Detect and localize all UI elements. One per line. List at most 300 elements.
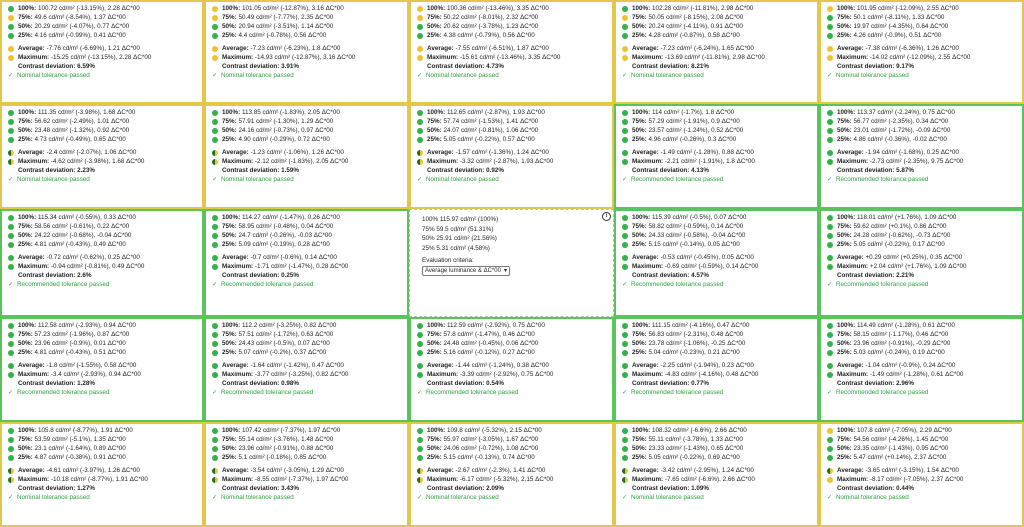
average-value: -7.55 cd/m² (-6.51%), 1.87 ΔC*00 — [453, 45, 549, 52]
level-label: 50%: — [18, 445, 33, 452]
level-measurement — [222, 453, 326, 463]
status-dot-icon — [212, 350, 218, 356]
status-dot-icon — [417, 33, 423, 39]
contrast-deviation: Contrast deviation: 0.92% — [427, 167, 504, 174]
level-label: 50%: — [632, 23, 647, 30]
level-label: 75%: — [18, 223, 33, 230]
level-measurement — [837, 453, 946, 463]
level-label: 75%: — [837, 223, 852, 230]
check-icon: ✓ — [827, 389, 833, 396]
maximum-value: -10.18 cd/m² (-8.77%), 1.91 ΔC*00 — [49, 476, 148, 483]
level-label: 100%: — [427, 427, 446, 434]
level-measurement — [18, 348, 126, 358]
level-value: 114 cd/m² (-1.7%), 1.8 ΔC*00 — [650, 109, 735, 116]
zone-cell — [204, 422, 409, 527]
status-dot-icon — [8, 33, 14, 39]
contrast-deviation: Contrast deviation: 2.96% — [837, 380, 914, 387]
level-measurement — [837, 135, 947, 145]
maximum-label: Maximum: — [632, 371, 664, 378]
contrast-deviation: Contrast deviation: 4.13% — [632, 167, 709, 174]
check-icon: ✓ — [417, 494, 423, 501]
level-measurement — [222, 135, 330, 145]
average-status-icon — [827, 255, 833, 261]
contrast-deviation: Contrast deviation: 0.54% — [427, 380, 504, 387]
status-dot-icon — [622, 332, 628, 338]
level-label: 100%: — [837, 427, 856, 434]
level-value: 23.48 cd/m² (-1.32%), 0.92 ΔC*00 — [32, 127, 130, 134]
level-label: 100%: — [632, 427, 651, 434]
status-dot-icon — [622, 119, 628, 125]
check-icon: ✓ — [212, 389, 218, 396]
maximum-label: Maximum: — [632, 476, 664, 483]
status-dot-icon — [622, 15, 628, 21]
status-dot-icon — [622, 437, 628, 443]
zone-cell — [819, 104, 1024, 209]
maximum-status-icon — [417, 372, 423, 378]
status-dot-icon — [827, 233, 833, 239]
level-value: 4.86 cd/m² (-0.36%), -0.02 ΔC*00 — [851, 136, 947, 143]
check-icon: ✓ — [8, 494, 14, 501]
level-value: 23.96 cd/m² (-0.91%), 0.88 ΔC*00 — [236, 445, 334, 452]
average-status-icon — [827, 46, 833, 52]
level-label: 25%: — [18, 349, 33, 356]
maximum-status-icon — [827, 264, 833, 270]
level-label: 100%: — [18, 214, 37, 221]
level-measurement — [632, 348, 740, 358]
average-label: Average: — [837, 45, 864, 52]
maximum-value: -0.94 cd/m² (-0.81%), 0.49 ΔC*00 — [49, 263, 145, 270]
maximum-value: -8.55 cd/m² (-7.37%), 1.97 ΔC*00 — [253, 476, 349, 483]
level-label: 100%: — [222, 214, 241, 221]
contrast-deviation: Contrast deviation: 0.44% — [837, 485, 914, 492]
status-dot-icon — [212, 323, 218, 329]
contrast-deviation: Contrast deviation: 1.59% — [222, 167, 299, 174]
average-label: Average: — [222, 467, 249, 474]
level-value: 113.85 cd/m² (-1.83%), 2.05 ΔC*00 — [240, 109, 340, 116]
status-dot-icon — [622, 341, 628, 347]
maximum-status-icon — [827, 55, 833, 61]
maximum-status-icon — [622, 372, 628, 378]
tolerance-result-label: Nominal tolerance passed — [836, 494, 909, 501]
average-value: -2.67 cd/m² (-2.3%), 1.41 ΔC*00 — [453, 467, 546, 474]
level-label: 100%: — [837, 214, 856, 221]
level-value: 23.33 cd/m² (-1.43%), 0.65 ΔC*00 — [646, 445, 744, 452]
level-value: 19.97 cd/m² (-4.35%), 0.64 ΔC*00 — [851, 23, 949, 30]
status-dot-icon — [8, 233, 14, 239]
level-label: 25%: — [222, 454, 237, 461]
maximum-value: -3.39 cd/m² (-2.92%), 0.75 ΔC*00 — [458, 371, 554, 378]
level-value: 100.72 cd/m² (-13.15%), 2.28 ΔC*00 — [36, 5, 140, 12]
average-status-icon — [417, 468, 423, 474]
level-label: 25%: — [427, 349, 442, 356]
level-label: 75%: — [632, 14, 647, 21]
level-label: 75%: — [18, 14, 33, 21]
level-label: 100%: — [837, 322, 856, 329]
status-dot-icon — [212, 446, 218, 452]
level-label: 25%: — [837, 454, 852, 461]
level-value: 112.59 cd/m² (-2.92%), 0.75 ΔC*00 — [445, 322, 545, 329]
status-dot-icon — [827, 128, 833, 134]
level-value: 102.28 cd/m² (-11.81%), 2.98 ΔC*00 — [650, 5, 754, 12]
average-status-icon — [622, 255, 628, 261]
average-status-icon — [212, 363, 218, 369]
average-value: -3.42 cd/m² (-2.95%), 1.24 ΔC*00 — [658, 467, 754, 474]
info-icon[interactable]: i — [602, 212, 611, 221]
level-value: 53.59 cd/m² (-5.1%), 1.35 ΔC*00 — [32, 436, 126, 443]
contrast-deviation: Contrast deviation: 3.43% — [222, 485, 299, 492]
level-value: 4.90 cd/m² (-0.29%), 0.72 ΔC*00 — [236, 136, 330, 143]
level-value: 5.15 cd/m² (-0.14%), 0.05 ΔC*00 — [646, 241, 740, 248]
tolerance-result — [212, 280, 313, 290]
average-value: -1.44 cd/m² (-1.24%), 0.38 ΔC*00 — [453, 362, 549, 369]
contrast-deviation: Contrast deviation: 1.27% — [18, 485, 95, 492]
level-label: 75%: — [222, 331, 237, 338]
level-label: 50%: — [837, 232, 852, 239]
status-dot-icon — [827, 455, 833, 461]
contrast-deviation: Contrast deviation: 2.21% — [837, 272, 914, 279]
zone-cell — [614, 422, 819, 527]
status-dot-icon — [212, 341, 218, 347]
tolerance-result-label: Nominal tolerance passed — [426, 176, 499, 183]
maximum-status-icon — [212, 477, 218, 483]
level-measurement — [632, 31, 740, 41]
tolerance-result — [8, 71, 90, 81]
tolerance-result-label: Recommended tolerance passed — [17, 389, 110, 396]
average-label: Average: — [632, 254, 659, 261]
tolerance-result-label: Nominal tolerance passed — [426, 494, 499, 501]
status-dot-icon — [827, 350, 833, 356]
status-dot-icon — [212, 242, 218, 248]
maximum-status-icon — [417, 477, 423, 483]
status-dot-icon — [622, 128, 628, 134]
maximum-label: Maximum: — [632, 54, 664, 61]
status-dot-icon — [827, 323, 833, 329]
status-dot-icon — [417, 437, 423, 443]
maximum-value: -14.02 cd/m² (-12.09%), 2.55 ΔC*00 — [868, 54, 971, 61]
maximum-value: -15.61 cd/m² (-13.46%), 3.35 ΔC*00 — [458, 54, 561, 61]
contrast-deviation: Contrast deviation: 0.77% — [632, 380, 709, 387]
tolerance-result-label: Recommended tolerance passed — [631, 389, 724, 396]
maximum-label: Maximum: — [632, 158, 664, 165]
level-value: 5.1 cd/m² (-0.18%), 0.85 ΔC*00 — [236, 454, 327, 461]
status-dot-icon — [622, 233, 628, 239]
tolerance-result-label: Nominal tolerance passed — [221, 494, 294, 501]
average-status-icon — [212, 150, 218, 156]
level-value: 56.77 cd/m² (-2.35%), 0.34 ΔC*00 — [851, 118, 949, 125]
reference-luminance-line: 50% 25.91 cd/m² (21.56%) — [422, 235, 497, 242]
status-dot-icon — [417, 428, 423, 434]
level-value: 5.07 cd/m² (-0.2%), 0.37 ΔC*00 — [236, 349, 327, 356]
level-label: 50%: — [837, 127, 852, 134]
level-label: 100%: — [222, 109, 241, 116]
zone-cell — [0, 209, 204, 317]
tolerance-result — [827, 388, 928, 398]
average-value: -3.54 cd/m² (-3.05%), 1.29 ΔC*00 — [248, 467, 344, 474]
tolerance-result-label: Nominal tolerance passed — [631, 494, 704, 501]
level-value: 23.35 cd/m² (-1.43%), 0.95 ΔC*00 — [851, 445, 949, 452]
reference-luminance-line: 75% 59.5 cd/m² (51.31%) — [422, 225, 494, 233]
average-label: Average: — [18, 362, 45, 369]
level-value: 50.49 cd/m² (-7.77%), 2.35 ΔC*00 — [236, 14, 334, 21]
contrast-deviation: Contrast deviation: 6.59% — [18, 63, 95, 70]
maximum-value: -1.49 cd/m² (-1.28%), 0.61 ΔC*00 — [868, 371, 964, 378]
level-value: 57.23 cd/m² (-1.96%), 0.87 ΔC*00 — [32, 331, 130, 338]
maximum-status-icon — [8, 55, 14, 61]
level-label: 100%: — [427, 322, 446, 329]
level-label: 75%: — [837, 118, 852, 125]
check-icon: ✓ — [417, 389, 423, 396]
maximum-label: Maximum: — [837, 476, 869, 483]
level-label: 50%: — [427, 127, 442, 134]
check-icon: ✓ — [8, 389, 14, 396]
level-value: 100.36 cd/m² (-13.46%), 3.35 ΔC*00 — [445, 5, 549, 12]
tolerance-result — [827, 493, 909, 503]
contrast-deviation: Contrast deviation: 0.25% — [222, 272, 299, 279]
status-dot-icon — [827, 15, 833, 21]
level-value: 114.49 cd/m² (-1.28%), 0.61 ΔC*00 — [855, 322, 955, 329]
average-value: -7.76 cd/m² (-6.69%), 1.21 ΔC*00 — [44, 45, 140, 52]
level-label: 75%: — [632, 223, 647, 230]
status-dot-icon — [212, 224, 218, 230]
level-label: 50%: — [222, 232, 237, 239]
level-value: 24.07 cd/m² (-0.81%), 1.06 ΔC*00 — [441, 127, 539, 134]
level-value: 111.15 cd/m² (-4.16%), 0.47 ΔC*00 — [650, 322, 750, 329]
level-value: 50.22 cd/m² (-8.01%), 2.32 ΔC*00 — [441, 14, 539, 21]
tolerance-result — [622, 388, 723, 398]
level-measurement — [427, 453, 535, 463]
level-label: 100%: — [222, 322, 241, 329]
level-label: 25%: — [222, 32, 237, 39]
status-dot-icon — [417, 128, 423, 134]
tolerance-result-label: Nominal tolerance passed — [426, 72, 499, 79]
average-value: -7.38 cd/m² (-6.36%), 1.26 ΔC*00 — [863, 45, 959, 52]
level-value: 23.01 cd/m² (-1.72%), -0.09 ΔC*00 — [851, 127, 951, 134]
check-icon: ✓ — [417, 176, 423, 183]
level-value: 55.97 cd/m² (-3.05%), 1.67 ΔC*00 — [441, 436, 539, 443]
level-value: 114.27 cd/m² (-1.47%), 0.26 ΔC*00 — [240, 214, 340, 221]
average-value: -7.23 cd/m² (-6.23%), 1.8 ΔC*00 — [248, 45, 341, 52]
maximum-value: -1.71 cd/m² (-1.47%), 0.28 ΔC*00 — [253, 263, 349, 270]
maximum-status-icon — [212, 55, 218, 61]
level-label: 100%: — [837, 5, 856, 12]
maximum-status-icon — [827, 372, 833, 378]
zone-cell — [409, 422, 614, 527]
average-value: -4.61 cd/m² (-3.97%), 1.26 ΔC*00 — [44, 467, 140, 474]
average-label: Average: — [427, 467, 454, 474]
tolerance-result — [417, 388, 518, 398]
level-measurement — [18, 240, 126, 250]
status-dot-icon — [8, 323, 14, 329]
tolerance-result — [827, 175, 928, 185]
status-dot-icon — [8, 428, 14, 434]
tolerance-result-label: Recommended tolerance passed — [221, 281, 314, 288]
level-label: 50%: — [837, 340, 852, 347]
level-label: 100%: — [632, 109, 651, 116]
maximum-label: Maximum: — [427, 54, 459, 61]
maximum-value: -8.17 cd/m² (-7.05%), 2.37 ΔC*00 — [868, 476, 964, 483]
level-value: 108.32 cd/m² (-6.6%), 2.66 ΔC*00 — [650, 427, 747, 434]
tolerance-result — [622, 280, 723, 290]
average-status-icon — [417, 150, 423, 156]
zone-cell — [204, 209, 409, 317]
contrast-deviation: Contrast deviation: 2.09% — [427, 485, 504, 492]
level-value: 109.8 cd/m² (-5.32%), 2.15 ΔC*00 — [445, 427, 542, 434]
check-icon: ✓ — [622, 281, 628, 288]
status-dot-icon — [8, 215, 14, 221]
check-icon: ✓ — [827, 494, 833, 501]
level-label: 75%: — [18, 118, 33, 125]
maximum-status-icon — [827, 159, 833, 165]
contrast-deviation: Contrast deviation: 1.09% — [632, 485, 709, 492]
tolerance-result — [417, 493, 499, 503]
check-icon: ✓ — [827, 281, 833, 288]
level-value: 50.05 cd/m² (-8.15%), 2.08 ΔC*00 — [646, 14, 744, 21]
level-label: 100%: — [427, 109, 446, 116]
level-label: 25%: — [222, 241, 237, 248]
maximum-value: -3.77 cd/m² (-3.25%), 0.82 ΔC*00 — [253, 371, 349, 378]
maximum-value: -6.17 cd/m² (-5.32%), 2.15 ΔC*00 — [458, 476, 554, 483]
check-icon: ✓ — [212, 176, 218, 183]
tolerance-result — [417, 71, 499, 81]
level-value: 4.28 cd/m² (-0.87%), 0.58 ΔC*00 — [646, 32, 740, 39]
average-value: -1.57 cd/m² (-1.36%), 1.24 ΔC*00 — [453, 149, 549, 156]
tolerance-result — [212, 388, 313, 398]
average-label: Average: — [837, 254, 864, 261]
maximum-label: Maximum: — [427, 158, 459, 165]
maximum-label: Maximum: — [222, 263, 254, 270]
status-dot-icon — [212, 137, 218, 143]
zone-cell — [614, 317, 819, 422]
level-measurement — [837, 240, 945, 250]
level-label: 50%: — [427, 445, 442, 452]
tolerance-result-label: Recommended tolerance passed — [221, 389, 314, 396]
level-value: 58.15 cd/m² (-1.17%), 0.46 ΔC*00 — [851, 331, 949, 338]
level-label: 75%: — [837, 331, 852, 338]
status-dot-icon — [827, 137, 833, 143]
level-value: 24.7 cd/m² (-0.26%), -0.03 ΔC*00 — [236, 232, 332, 239]
average-status-icon — [8, 150, 14, 156]
level-measurement — [18, 31, 126, 41]
level-label: 25%: — [632, 32, 647, 39]
check-icon: ✓ — [417, 72, 423, 79]
level-label: 100%: — [632, 214, 651, 221]
status-dot-icon — [417, 341, 423, 347]
tolerance-result — [622, 71, 704, 81]
average-value: -0.7 cd/m² (-0.6%), 0.14 ΔC*00 — [248, 254, 337, 261]
contrast-deviation: Contrast deviation: 5.87% — [837, 167, 914, 174]
status-dot-icon — [212, 437, 218, 443]
average-label: Average: — [632, 149, 659, 156]
status-dot-icon — [622, 33, 628, 39]
level-value: 4.16 cd/m² (-0.99%), 0.41 ΔC*00 — [32, 32, 126, 39]
level-value: 57.29 cd/m² (-1.91%), 0.9 ΔC*00 — [646, 118, 740, 125]
status-dot-icon — [212, 215, 218, 221]
zone-cell — [204, 0, 409, 104]
tolerance-result-label: Nominal tolerance passed — [221, 72, 294, 79]
level-value: 113.37 cd/m² (-2.24%), 0.75 ΔC*00 — [855, 109, 955, 116]
average-value: -2.25 cd/m² (-1.94%), 0.23 ΔC*00 — [658, 362, 754, 369]
level-label: 50%: — [222, 445, 237, 452]
maximum-status-icon — [8, 264, 14, 270]
maximum-label: Maximum: — [427, 371, 459, 378]
contrast-deviation: Contrast deviation: 1.28% — [18, 380, 95, 387]
maximum-value: -3.32 cd/m² (-2.87%), 1.93 ΔC*00 — [458, 158, 554, 165]
reference-luminance-line: 100% 115.97 cd/m² (100%) — [422, 216, 499, 223]
check-icon: ✓ — [622, 494, 628, 501]
level-label: 25%: — [222, 136, 237, 143]
level-label: 25%: — [427, 454, 442, 461]
level-value: 23.57 cd/m² (-1.24%), 0.52 ΔC*00 — [646, 127, 744, 134]
status-dot-icon — [622, 24, 628, 30]
maximum-status-icon — [622, 264, 628, 270]
maximum-label: Maximum: — [837, 158, 869, 165]
status-dot-icon — [827, 437, 833, 443]
level-label: 50%: — [837, 445, 852, 452]
zone-cell — [409, 0, 614, 104]
maximum-value: -14.93 cd/m² (-12.87%), 3.16 ΔC*00 — [253, 54, 356, 61]
level-label: 50%: — [222, 340, 237, 347]
level-value: 24.43 cd/m² (-0.5%), 0.07 ΔC*00 — [236, 340, 330, 347]
check-icon: ✓ — [622, 176, 628, 183]
tolerance-result — [417, 175, 499, 185]
level-label: 100%: — [222, 427, 241, 434]
level-value: 4.96 cd/m² (-0.26%), 0.3 ΔC*00 — [646, 136, 737, 143]
status-dot-icon — [212, 24, 218, 30]
level-value: 56.62 cd/m² (-2.49%), 1.01 ΔC*00 — [32, 118, 130, 125]
status-dot-icon — [827, 341, 833, 347]
contrast-deviation: Contrast deviation: 2.23% — [18, 167, 95, 174]
average-value: -1.04 cd/m² (-0.9%), 0.24 ΔC*00 — [863, 362, 956, 369]
level-value: 4.87 cd/m² (-0.38%), 0.91 ΔC*00 — [32, 454, 126, 461]
maximum-label: Maximum: — [222, 54, 254, 61]
maximum-status-icon — [8, 159, 14, 165]
average-label: Average: — [427, 45, 454, 52]
level-value: 23.96 cd/m² (-0.9%), 0.01 ΔC*00 — [32, 340, 126, 347]
level-label: 25%: — [632, 241, 647, 248]
status-dot-icon — [8, 119, 14, 125]
tolerance-result-label: Nominal tolerance passed — [221, 176, 294, 183]
zone-cell — [409, 317, 614, 422]
average-status-icon — [622, 363, 628, 369]
check-icon: ✓ — [212, 494, 218, 501]
level-label: 50%: — [18, 340, 33, 347]
level-measurement — [427, 31, 535, 41]
level-value: 24.06 cd/m² (-0.72%), 1.08 ΔC*00 — [441, 445, 539, 452]
average-status-icon — [8, 46, 14, 52]
status-dot-icon — [622, 110, 628, 116]
maximum-value: -4.83 cd/m² (-4.16%), 0.48 ΔC*00 — [663, 371, 759, 378]
status-dot-icon — [8, 110, 14, 116]
level-label: 75%: — [632, 118, 647, 125]
tolerance-result-label: Recommended tolerance passed — [426, 389, 519, 396]
level-value: 5.04 cd/m² (-0.23%), 0.21 ΔC*00 — [646, 349, 740, 356]
maximum-status-icon — [212, 159, 218, 165]
contrast-deviation: Contrast deviation: 4.73% — [427, 63, 504, 70]
level-value: 111.35 cd/m² (-3.98%), 1.68 ΔC*00 — [36, 109, 136, 116]
level-label: 100%: — [18, 109, 37, 116]
level-value: 5.03 cd/m² (-0.24%), 0.19 ΔC*00 — [851, 349, 945, 356]
level-label: 50%: — [427, 23, 442, 30]
level-value: 24.33 cd/m² (-0.58%), -0.04 ΔC*00 — [646, 232, 746, 239]
status-dot-icon — [417, 6, 423, 12]
status-dot-icon — [827, 446, 833, 452]
level-label: 25%: — [427, 136, 442, 143]
tolerance-result-label: Recommended tolerance passed — [631, 281, 724, 288]
status-dot-icon — [417, 455, 423, 461]
maximum-status-icon — [417, 159, 423, 165]
average-status-icon — [212, 468, 218, 474]
criteria-select[interactable] — [422, 266, 510, 276]
